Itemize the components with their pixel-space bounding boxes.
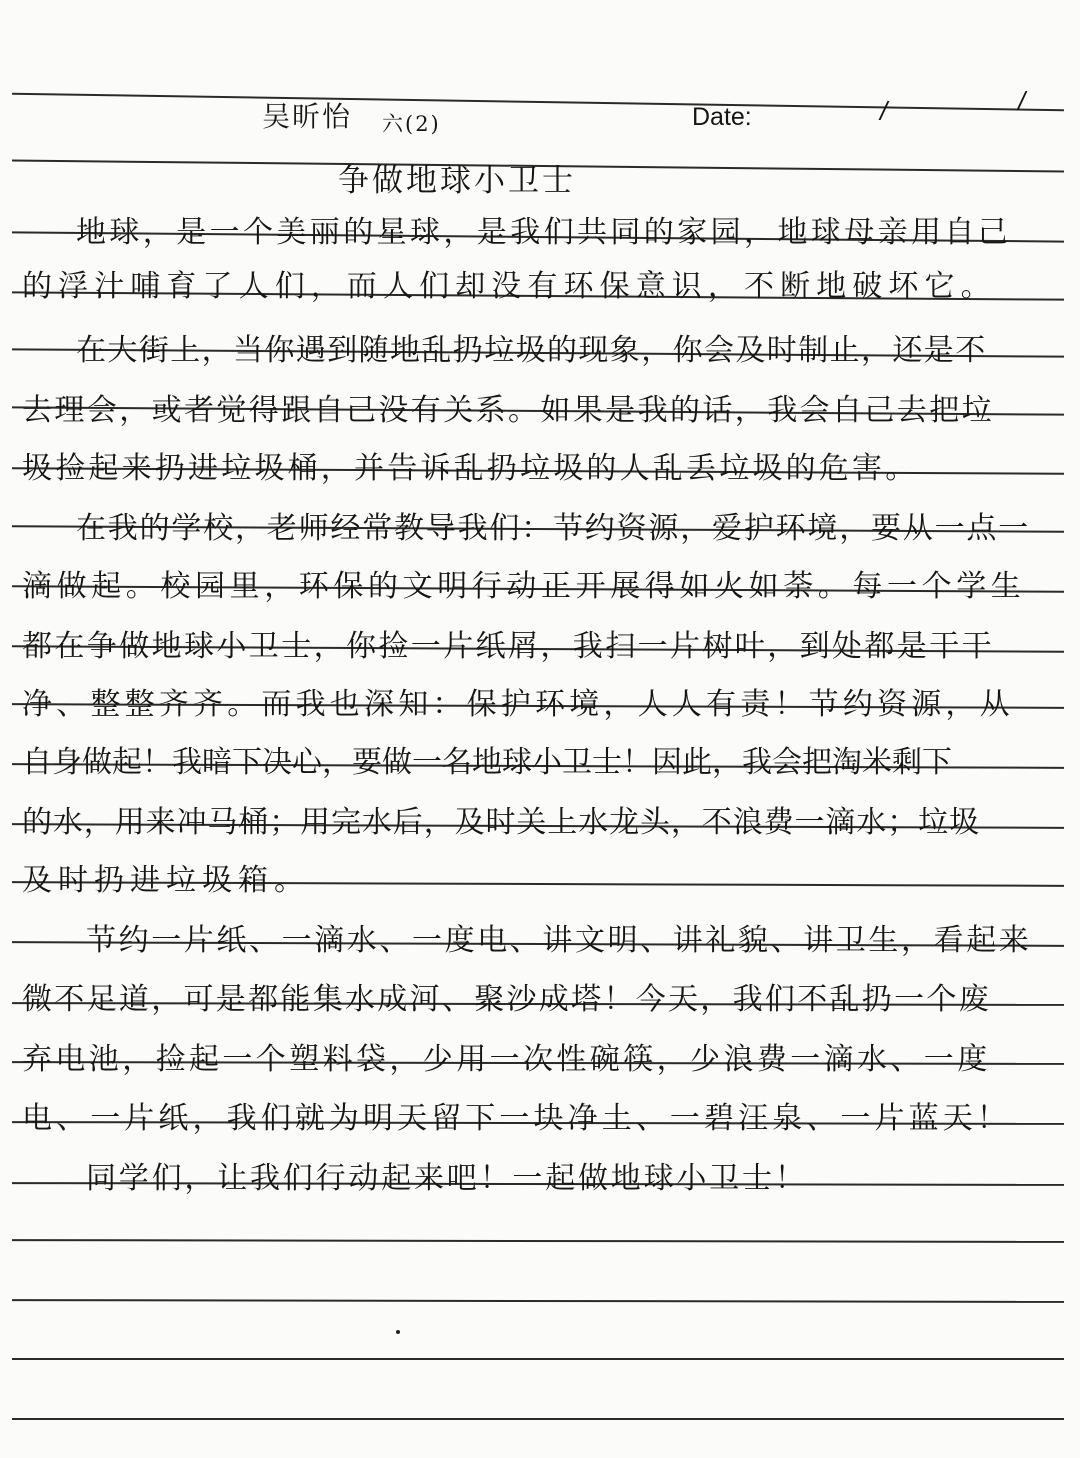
date-label: Date: [692,103,752,131]
ruled-line [12,93,1064,112]
essay-line: 都在争做地球小卫士，你捡一片纸屑，我扫一片树叶，到处都是干干 [22,629,994,664]
date-separator: / [880,96,890,126]
student-class: 六(2) [382,112,441,136]
student-name: 吴昕怡 [262,100,353,133]
essay-line: 滴做起。校园里，环保的文明行动正开展得如火如荼。每一个学生 [22,569,1026,604]
ruled-line [12,1358,1064,1360]
date-separator: / [1018,86,1028,116]
essay-line: 的水，用来冲马桶；用完水后，及时关上水龙头，不浪费一滴水；垃圾 [22,805,980,840]
essay-title: 争做地球小卫士 [338,163,576,199]
ruled-line [12,1299,1064,1303]
essay-line: 节约一片纸、一滴水、一度电、讲文明、讲礼貌、讲卫生，看起来 [86,923,1032,958]
essay-line: 净、整整齐齐。而我也深知：保护环境，人人有责！节约资源，从 [22,687,1014,722]
essay-line: 微不足道，可是都能集水成河、聚沙成塔！今天，我们不乱扔一个废 [22,982,991,1017]
essay-line: 在我的学校，老师经常教导我们：节约资源，爱护环境，要从一点一 [76,511,1030,546]
essay-line: 同学们，让我们行动起来吧！一起做地球小卫士！ [86,1161,808,1196]
essay-line: 自身做起！我暗下决心，要做一名地球小卫士！因此，我会把淘米剩下 [22,745,952,780]
essay-line: 电、一片纸，我们就为明天留下一块净土、一碧汪泉、一片蓝天！ [22,1101,1011,1136]
ruled-line [12,1418,1064,1420]
essay-line: 圾捡起来扔进垃圾桶，并告诉乱扔垃圾的人乱丢垃圾的危害。 [22,451,919,486]
ink-dot [396,1330,400,1334]
essay-line: 地球，是一个美丽的星球，是我们共同的家园，地球母亲用自己 [76,215,1012,250]
essay-line: 的浮汁哺育了人们，而人们却没有环保意识，不断地破坏它。 [22,269,997,304]
essay-line: 去理会，或者觉得跟自己没有关系。如果是我的话，我会自己去把垃 [22,393,994,428]
essay-line: 及时扔进垃圾箱。 [22,863,310,898]
ruled-line [12,1239,1064,1243]
essay-line: 在大街上，当你遇到随地乱扔垃圾的现象，你会及时制止，还是不 [76,333,987,368]
essay-line: 弃电池，捡起一个塑料袋，少用一次性碗筷，少浪费一滴水、一度 [22,1042,991,1077]
